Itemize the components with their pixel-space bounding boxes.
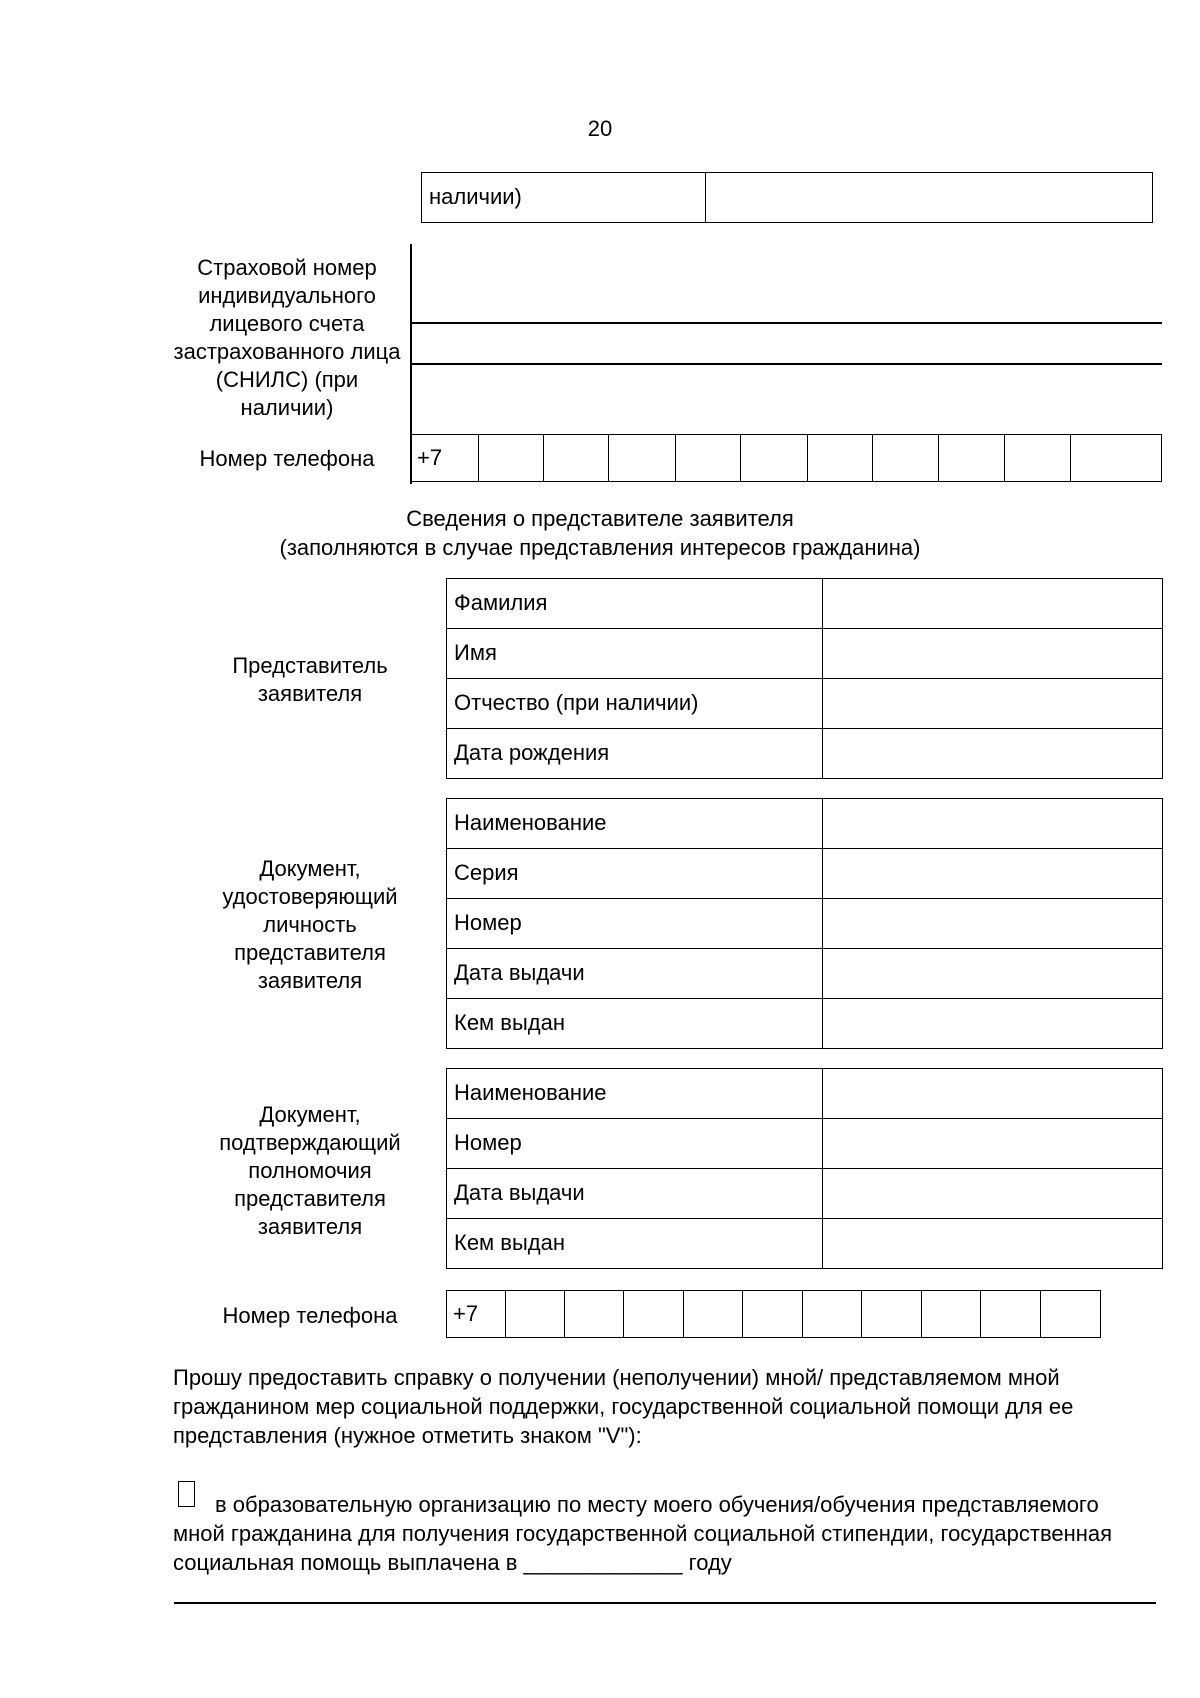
id-document-table (446, 798, 1163, 1049)
representative-row-label: Фамилия (447, 579, 823, 629)
page-number: 20 (587, 116, 613, 141)
authority-document-value-field[interactable] (823, 1219, 1163, 1269)
phone-representative-digit[interactable] (624, 1291, 684, 1338)
id-document-row-label: Кем выдан (447, 999, 823, 1049)
phone-representative-prefix: +7 (447, 1291, 506, 1338)
representative-value-field[interactable] (823, 729, 1163, 779)
id-document-row-label: Дата выдачи (447, 949, 823, 999)
option-1-text (173, 1490, 1133, 1577)
id-document-row-label: Номер (447, 899, 823, 949)
id-document-value-field[interactable] (823, 999, 1163, 1049)
phone-representative-table (446, 1290, 1101, 1338)
top-row-value-field[interactable] (706, 173, 1153, 223)
top-row-label: наличии) (422, 173, 706, 223)
phone-representative-digit[interactable] (565, 1291, 624, 1338)
authority-document-value-field[interactable] (823, 1119, 1163, 1169)
phone-applicant-digit[interactable] (478, 435, 543, 482)
representative-value-field[interactable] (823, 679, 1163, 729)
authority-document-label: Документ, подтверждающий полномочия представителя заявителя (219, 1102, 401, 1239)
phone-representative-digit[interactable] (506, 1291, 565, 1338)
authority-document-value-field[interactable] (823, 1069, 1163, 1119)
phone-representative-digit[interactable] (803, 1291, 862, 1338)
phone-representative-digit[interactable] (1041, 1291, 1101, 1338)
authority-document-table (446, 1068, 1163, 1269)
representative-value-field[interactable] (823, 629, 1163, 679)
representative-label: Представитель заявителя (232, 653, 388, 706)
phone-representative-digit[interactable] (922, 1291, 981, 1338)
phone-applicant-digit[interactable] (609, 435, 675, 482)
top-continuation-table (421, 172, 1153, 223)
phone-representative-digit[interactable] (981, 1291, 1041, 1338)
authority-document-value-field[interactable] (823, 1169, 1163, 1219)
option-1-underline (174, 1602, 1156, 1604)
phone-representative-digit[interactable] (862, 1291, 922, 1338)
id-document-value-field[interactable] (823, 949, 1163, 999)
phone-applicant-digit[interactable] (1004, 435, 1070, 482)
authority-document-row-label: Наименование (447, 1069, 823, 1119)
phone-applicant-digit[interactable] (741, 435, 807, 482)
snils-label: Страховой номер индивидуального лицевого счета застрахованного лица (СНИЛС) (при наличии) (173, 255, 401, 420)
representative-table (446, 578, 1163, 779)
phone-applicant-digit[interactable] (872, 435, 938, 482)
option-1-label: в образовательную организацию по месту моего обучения/обучения представляемого мной гражданина для получения государственной социальной стипендии, государственная социальная помощь выплачена в _____________ году (173, 1492, 1113, 1575)
phone-representative-digit[interactable] (743, 1291, 803, 1338)
phone-applicant-table (410, 434, 1162, 482)
phone-applicant-digit[interactable] (1071, 435, 1162, 482)
representative-row-label: Дата рождения (447, 729, 823, 779)
phone-representative-label: Номер телефона (222, 1303, 398, 1328)
authority-document-row-label: Дата выдачи (447, 1169, 823, 1219)
representative-section-title: Сведения о представителе заявителя (406, 506, 794, 531)
representative-value-field[interactable] (823, 579, 1163, 629)
id-document-row-label: Наименование (447, 799, 823, 849)
id-document-value-field[interactable] (823, 899, 1163, 949)
phone-applicant-digit[interactable] (807, 435, 872, 482)
authority-document-row-label: Номер (447, 1119, 823, 1169)
representative-row-label: Имя (447, 629, 823, 679)
authority-document-row-label: Кем выдан (447, 1219, 823, 1269)
request-text: Прошу предоставить справку о получении (неполучении) мной/ представляемом мной гражданином мер социальной поддержки, государственной социальной помощи для ее представления (нужное отметить знаком "V"): (173, 1365, 1074, 1448)
phone-applicant-digit[interactable] (939, 435, 1004, 482)
phone-representative-digit[interactable] (684, 1291, 743, 1338)
representative-section-subtitle: (заполняются в случае представления интересов гражданина) (279, 535, 921, 560)
id-document-value-field[interactable] (823, 849, 1163, 899)
phone-applicant-digit[interactable] (675, 435, 740, 482)
id-document-label: Документ, удостоверяющий личность представителя заявителя (222, 856, 398, 993)
phone-applicant-digit[interactable] (543, 435, 608, 482)
snils-input-field[interactable] (412, 244, 1162, 434)
phone-applicant-prefix: +7 (411, 435, 479, 482)
id-document-row-label: Серия (447, 849, 823, 899)
representative-row-label: Отчество (при наличии) (447, 679, 823, 729)
id-document-value-field[interactable] (823, 799, 1163, 849)
phone-applicant-label: Номер телефона (199, 446, 375, 471)
